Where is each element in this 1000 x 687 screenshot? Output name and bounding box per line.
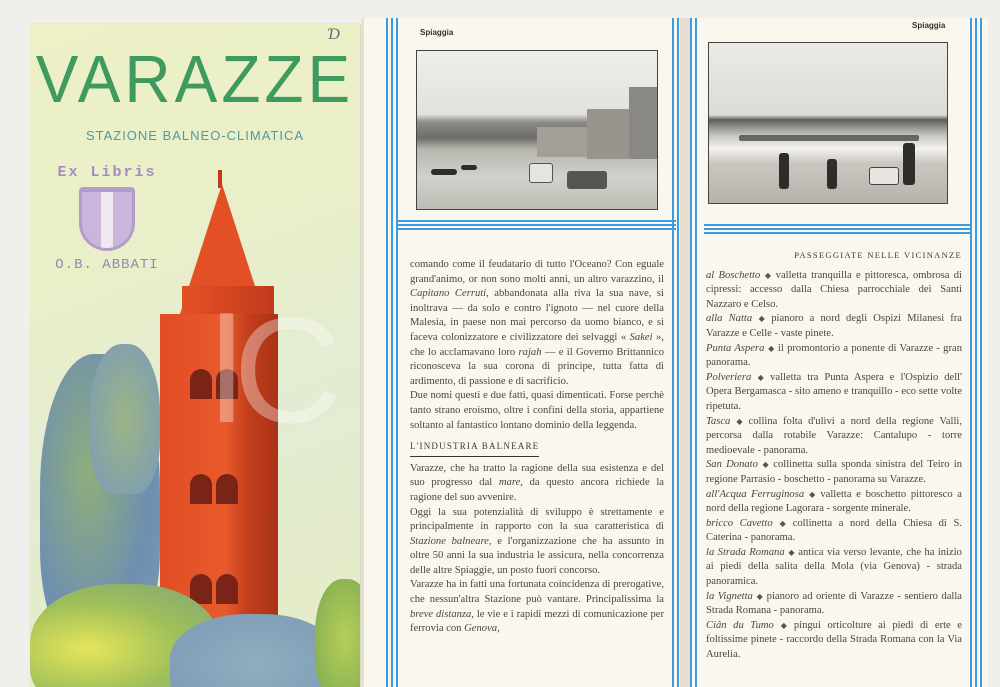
text-run: Varazze, che ha tratto la ragione della sua esistenza e del suo progresso dal [410,462,664,489]
running-head: Spiaggia [912,21,946,30]
diamond-icon: ◆ [733,416,746,426]
walk-entry [706,415,962,459]
diamond-icon: ◆ [775,518,790,528]
beach-bathers-photo [708,42,948,204]
walk-name: all'Acqua Ferruginosa [706,488,805,500]
paragraph [410,258,664,389]
text-run: , le vie e i rapidi mezzi di comunicazione per ferrovia con [410,608,665,635]
text-run: , e l'organizzazione che ha assunto in oltre 50 anni la sua industria le assicura, nella concorrenza delle altre Spiaggie, un posto fuori concorso. [410,535,665,576]
left-page [362,18,680,687]
shield-icon [79,187,135,251]
boat-shape [461,165,477,170]
cover-subtitle: STAZIONE BALNEO-CLIMATICA [85,128,305,143]
page-gutter [680,18,690,687]
italic-text: Sakei [629,331,653,343]
pier-shape [529,163,553,183]
diamond-icon: ◆ [807,489,818,499]
text-run: », che lo acclamavano loro [410,331,664,358]
blue-border-right [970,18,984,687]
italic-text: Capitano Cerruti [410,288,487,300]
walk-entry [706,517,962,546]
left-page-text [410,258,664,637]
text-run: comando come il feudatario di tutto l'Oceano? Con eguale grand'animo, or non sono molti anni, un altro varazzino, il [410,259,664,285]
walk-description: il promontorio a ponente di Varazze - gran panorama. [706,342,963,369]
window-icon [216,474,238,504]
bather-figure [827,159,837,189]
italic-text: Stazione balneare [410,535,489,547]
paragraph [410,389,664,433]
beach-harbor-photo [416,50,658,210]
bather-figure [903,143,915,185]
walk-name: Tasca [706,415,731,427]
italic-text: Genova [464,623,498,635]
walks-list [706,269,962,663]
building-shape [629,87,658,159]
walk-name: al Boschetto [706,269,761,281]
paragraph [410,578,664,636]
walk-entry [706,312,962,341]
walk-entry [706,546,962,590]
text-run: Oggi la sua potenzialità di sviluppo è strettamente e principalmente in rapporto con la sua caratteristica di [410,506,664,533]
walk-description: pingui orticolture ai piedi di erte e foltissime pinete - raccordo della Strada Romana con la Via Aurelia. [706,619,962,661]
walk-name: Ciân du Tumo [706,619,774,631]
diamond-icon: ◆ [776,620,791,630]
walk-entry [706,590,962,619]
running-head: Spiaggia [420,28,454,37]
italic-text: mare [498,477,521,489]
text-run: , da questo ancora richiede la ragione del suo avvenire. [410,477,664,503]
child-figure [869,167,899,185]
text-run: , abbandonata alla riva la sua nave, si inoltrava — da solo e contro l'ignoto — nel cuore della Malesia, in paese non mai percorso da uomo bianco, e si faceva colonizzatore e civilizzatore dei selvaggi « [410,288,664,343]
paragraph [410,506,664,579]
walk-name: Punta Aspera [706,342,765,354]
bathers-row [739,135,919,141]
walk-description: collinetta sulla sponda sinistra del Teiro in regione Parrasio - boschetto - panorama su Varazze. [706,459,962,485]
window-icon [190,369,212,399]
walk-description: valletta tra Punta Aspera e l'Ospizio dell' Opera Bergamasca - sito ameno e tranquillo - eco sette volte ripetuta. [706,371,962,412]
building-shape [537,127,587,157]
blue-border-left [386,18,400,687]
walk-entry [706,342,962,371]
diamond-icon: ◆ [767,343,775,353]
window-icon [190,474,212,504]
walk-description: collinetta a nord della Chiesa di S. Caterina - panorama. [706,517,963,544]
handwritten-signature: Ɗ [327,26,340,43]
walk-entry [706,488,962,517]
foliage-shape [315,579,360,687]
walk-description: pianoro ad oriente di Varazze - sentiero dalla Strada Romana - panorama. [706,590,962,617]
italic-text: rajah [518,346,542,358]
walk-description: valletta tranquilla e pittoresca, ombrosa di cipressi: accesso dalla Chiesa parrocchiale dei Santi Nazzaro e Celso. [706,269,962,310]
building-shape [587,109,629,159]
text-run: Due nomi questi e due fatti, quasi dimenticati. Forse perchè tanto strano eroismo, oltre i confini della storia, appartiene soltanto al fantastico lontano dominio della leggenda. [410,390,664,431]
italic-text: breve distanza [410,608,472,620]
stamp-owner-name: O.B. ABBATI [55,257,159,273]
text-run: Varazze ha in fatti una fortunata coincidenza di prerogative, che nessun'altra Stazione può vantare. Principalissima la [410,579,664,606]
walk-name: la Vignetta [706,590,753,602]
diamond-icon: ◆ [760,460,771,470]
walk-name: San Donato [706,459,758,471]
diamond-icon: ◆ [755,314,769,324]
walk-description: collina folta d'ulivi a nord della regione Valli, percorsa dalla rotabile Varazze: Cantalupo - torre medioevale - panorama. [706,415,962,456]
text-run: , [497,623,500,635]
brochure-cover [30,24,360,687]
window-icon [216,574,238,604]
walk-description: valletta e boschetto pittoresco a nord della regione Lagorara - sorgente minerale. [706,488,962,515]
walk-entry [706,371,962,415]
walk-name: Polveriera [706,371,752,383]
walk-description: pianoro a nord degli Ospizi Milanesi fra Varazze e Celle - vaste pinete. [706,313,963,339]
right-page-text [706,248,962,663]
cypress-tree-shape [90,344,160,494]
blue-border-left [690,18,700,687]
section-heading: L'INDUSTRIA BALNEARE [410,439,539,457]
walk-name: alla Natta [706,313,753,325]
diamond-icon: ◆ [787,547,796,557]
walk-entry [706,458,962,487]
ex-libris-stamp [42,164,172,273]
blue-rule-horizontal [398,220,676,232]
diamond-icon: ◆ [755,591,764,601]
right-page [690,18,988,687]
walk-name: bricco Cavetto [706,517,773,529]
cover-title: VARAZZE [35,41,355,117]
walk-name: la Strada Romana [706,546,785,558]
blue-rule-horizontal [704,224,970,236]
paragraph [410,462,664,506]
boat-shape [431,169,457,175]
walk-description: antica via verso levante, che ha inizio ai piedi della salita della Mola (via Genova) - strada panoramica. [706,546,962,588]
diamond-icon: ◆ [754,372,768,382]
section-heading: PASSEGGIATE NELLE VICINANZE [794,250,962,260]
diamond-icon: ◆ [763,270,773,280]
crowd-shape [567,171,607,189]
stamp-top-text: Ex Libris [57,164,157,181]
walk-entry [706,619,962,663]
text-run: — e il Governo Brittannico riconosceva la sua corona di principe, tutta fatta di ardimento, di passione e di sacrificio. [410,346,664,387]
walk-entry [706,269,962,313]
watermark: lC [210,286,332,454]
bather-figure [779,153,789,189]
